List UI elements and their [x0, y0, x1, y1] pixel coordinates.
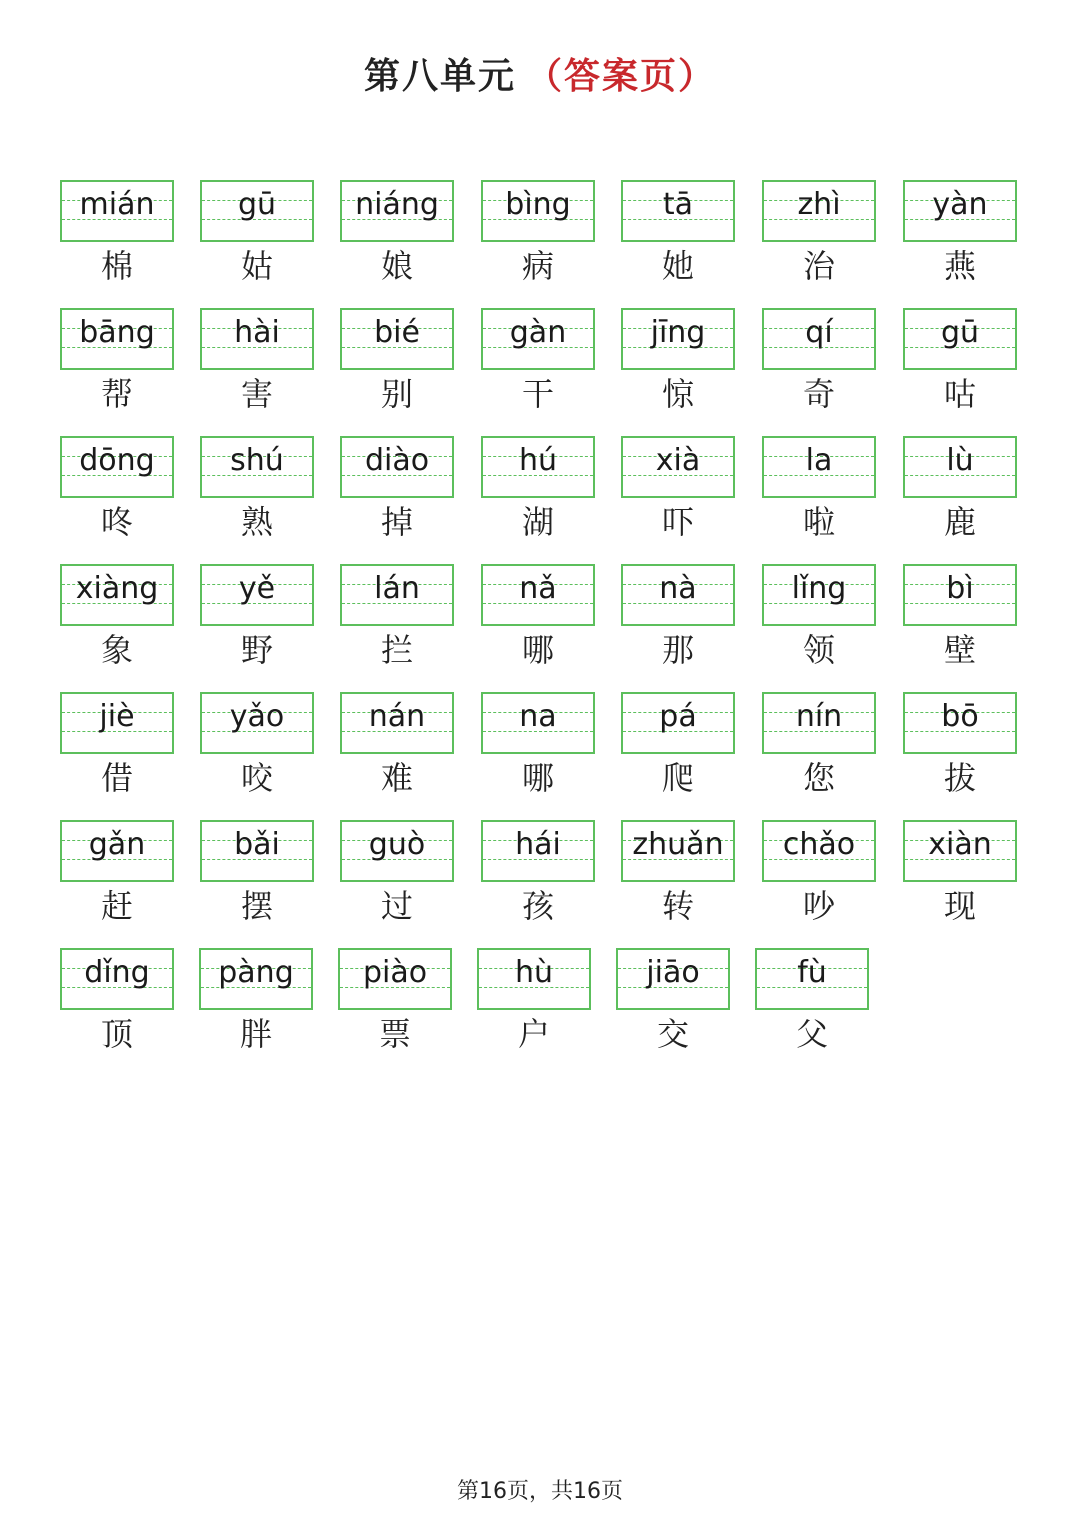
word-cell — [477, 948, 591, 1070]
pinyin-text: jīng — [650, 315, 706, 350]
hanzi-text: 奇 — [802, 375, 835, 413]
pinyin-box — [60, 692, 174, 754]
pinyin-text: chǎo — [782, 827, 856, 862]
hanzi-text: 拔 — [943, 759, 976, 797]
hanzi-text: 野 — [240, 631, 273, 669]
hanzi-text: 姑 — [240, 247, 273, 285]
hanzi-text: 鹿 — [943, 503, 976, 541]
hanzi-text: 啦 — [802, 503, 835, 541]
word-cell — [200, 564, 314, 686]
word-cell — [903, 564, 1017, 686]
word-cell — [903, 436, 1017, 558]
word-cell — [340, 180, 454, 302]
pinyin-text: shú — [230, 443, 284, 478]
word-cell — [340, 308, 454, 430]
pinyin-text: tā — [662, 187, 694, 222]
pinyin-box — [481, 436, 595, 498]
hanzi-text: 顶 — [100, 1015, 133, 1053]
pinyin-text: qí — [805, 315, 833, 350]
pinyin-text: xiàn — [928, 827, 992, 862]
pinyin-box — [903, 692, 1017, 754]
hanzi-text: 转 — [661, 887, 694, 925]
pinyin-box — [903, 436, 1017, 498]
pinyin-text: piào — [362, 955, 428, 990]
pinyin-box — [762, 564, 876, 626]
pinyin-box — [621, 308, 735, 370]
hanzi-text: 治 — [802, 247, 835, 285]
word-cell — [903, 180, 1017, 302]
pinyin-text: lù — [946, 443, 974, 478]
hanzi-text: 帮 — [100, 375, 133, 413]
pinyin-box — [340, 180, 454, 242]
pinyin-text: jiè — [99, 699, 135, 734]
pinyin-box — [762, 308, 876, 370]
pinyin-text: zhuǎn — [632, 827, 724, 862]
pinyin-text: hái — [515, 827, 561, 862]
pinyin-box — [340, 820, 454, 882]
pinyin-box — [481, 820, 595, 882]
hanzi-text: 票 — [378, 1015, 411, 1053]
word-cell — [621, 692, 735, 814]
pinyin-box — [621, 820, 735, 882]
pinyin-box — [340, 436, 454, 498]
pinyin-text: yǎo — [229, 699, 285, 734]
pinyin-box — [903, 180, 1017, 242]
pinyin-text: mián — [79, 187, 155, 222]
hanzi-text: 棉 — [100, 247, 133, 285]
pinyin-text: la — [805, 443, 833, 478]
pinyin-box — [481, 692, 595, 754]
pinyin-box — [903, 308, 1017, 370]
pinyin-box — [60, 308, 174, 370]
pinyin-text: pá — [659, 699, 697, 734]
word-cell — [762, 820, 876, 942]
pinyin-box — [762, 436, 876, 498]
word-cell — [903, 692, 1017, 814]
hanzi-text: 父 — [795, 1015, 828, 1053]
pinyin-box — [200, 436, 314, 498]
pinyin-text: zhì — [797, 187, 841, 222]
word-cell — [200, 308, 314, 430]
pinyin-text: nǎ — [519, 571, 557, 606]
hanzi-text: 象 — [100, 631, 133, 669]
hanzi-text: 赶 — [100, 887, 133, 925]
pinyin-text: bié — [374, 315, 420, 350]
word-cell — [481, 692, 595, 814]
word-cell — [621, 308, 735, 430]
pinyin-text: diào — [364, 443, 430, 478]
hanzi-text: 领 — [802, 631, 835, 669]
word-cell — [60, 948, 174, 1070]
word-cell — [60, 180, 174, 302]
pinyin-text: xià — [655, 443, 701, 478]
word-cell — [621, 180, 735, 302]
pinyin-text: niáng — [355, 187, 439, 222]
pinyin-box — [340, 692, 454, 754]
pinyin-box — [200, 820, 314, 882]
hanzi-text: 您 — [802, 759, 835, 797]
pinyin-text: gàn — [509, 315, 567, 350]
word-cell — [481, 180, 595, 302]
hanzi-text: 借 — [100, 759, 133, 797]
hanzi-text: 难 — [380, 759, 413, 797]
hanzi-text: 娘 — [380, 247, 413, 285]
pinyin-box — [60, 180, 174, 242]
pinyin-box — [200, 180, 314, 242]
pinyin-text: bìng — [505, 187, 571, 222]
page-footer: 第16页，共16页 — [457, 1479, 623, 1504]
word-cell — [762, 308, 876, 430]
pinyin-text: dǐng — [84, 955, 150, 990]
pinyin-text: bǎi — [234, 827, 280, 862]
word-cell — [60, 564, 174, 686]
hanzi-text: 哪 — [521, 631, 554, 669]
pinyin-text: hú — [518, 443, 558, 478]
pinyin-box — [200, 564, 314, 626]
pinyin-box — [60, 436, 174, 498]
pinyin-box — [481, 308, 595, 370]
pinyin-box — [621, 692, 735, 754]
word-cell — [340, 820, 454, 942]
pinyin-box — [903, 564, 1017, 626]
pinyin-text: fù — [797, 955, 827, 990]
hanzi-text: 户 — [517, 1015, 550, 1053]
hanzi-text: 病 — [521, 247, 554, 285]
pinyin-text: dōng — [79, 443, 155, 478]
word-cell — [621, 436, 735, 558]
hanzi-text: 湖 — [521, 503, 554, 541]
pinyin-text: gū — [237, 187, 277, 222]
pinyin-box — [340, 564, 454, 626]
hanzi-text: 别 — [380, 375, 413, 413]
pinyin-box — [60, 948, 174, 1010]
word-cell — [762, 436, 876, 558]
pinyin-text: nín — [795, 699, 843, 734]
word-cell — [481, 436, 595, 558]
pinyin-text: nán — [368, 699, 426, 734]
pinyin-text: gǎn — [88, 827, 146, 862]
pinyin-box — [621, 564, 735, 626]
hanzi-text: 咚 — [100, 503, 133, 541]
hanzi-text: 咕 — [943, 375, 976, 413]
word-cell — [621, 564, 735, 686]
hanzi-text: 壁 — [943, 631, 976, 669]
pinyin-box — [60, 820, 174, 882]
pinyin-text: bāng — [79, 315, 155, 350]
hanzi-text: 掉 — [380, 503, 413, 541]
pinyin-box — [200, 308, 314, 370]
pinyin-box — [60, 564, 174, 626]
word-cell — [903, 820, 1017, 942]
pinyin-text: guò — [368, 827, 426, 862]
pinyin-box — [903, 820, 1017, 882]
word-cell — [755, 948, 869, 1070]
hanzi-text: 咬 — [240, 759, 273, 797]
pinyin-box — [762, 180, 876, 242]
word-cell — [340, 564, 454, 686]
pinyin-text: hù — [514, 955, 554, 990]
hanzi-text: 爬 — [661, 759, 694, 797]
pinyin-box — [755, 948, 869, 1010]
pinyin-box — [340, 308, 454, 370]
hanzi-text: 燕 — [943, 247, 976, 285]
hanzi-text: 熟 — [240, 503, 273, 541]
word-cell — [200, 436, 314, 558]
pinyin-text: gū — [940, 315, 980, 350]
hanzi-text: 那 — [661, 631, 694, 669]
pinyin-text: lán — [374, 571, 420, 606]
word-cell — [481, 564, 595, 686]
word-cell — [200, 820, 314, 942]
pinyin-box — [481, 180, 595, 242]
pinyin-text: nà — [659, 571, 697, 606]
pinyin-box — [481, 564, 595, 626]
pinyin-box — [199, 948, 313, 1010]
word-cell — [200, 180, 314, 302]
word-cell — [60, 436, 174, 558]
word-cell — [762, 692, 876, 814]
hanzi-text: 她 — [661, 247, 694, 285]
word-cell — [60, 820, 174, 942]
hanzi-text: 干 — [521, 375, 554, 413]
hanzi-text: 胖 — [239, 1015, 272, 1053]
pinyin-text: jiāo — [646, 955, 700, 990]
pinyin-box — [762, 692, 876, 754]
word-cell — [481, 308, 595, 430]
hanzi-text: 害 — [240, 375, 273, 413]
pinyin-box — [621, 436, 735, 498]
hanzi-text: 吵 — [802, 887, 835, 925]
word-cell — [199, 948, 313, 1070]
hanzi-text: 孩 — [521, 887, 554, 925]
hanzi-text: 哪 — [521, 759, 554, 797]
hanzi-text: 现 — [943, 887, 976, 925]
hanzi-text: 吓 — [661, 503, 694, 541]
word-cell — [60, 692, 174, 814]
pinyin-text: bì — [946, 571, 974, 606]
hanzi-text: 过 — [380, 887, 413, 925]
pinyin-box — [338, 948, 452, 1010]
pinyin-box — [477, 948, 591, 1010]
word-cell — [338, 948, 452, 1070]
word-cell — [481, 820, 595, 942]
word-cell — [762, 564, 876, 686]
pinyin-text: xiàng — [75, 571, 159, 606]
title-sub: （答案页） — [526, 55, 717, 97]
hanzi-text: 惊 — [661, 375, 694, 413]
word-cell — [60, 308, 174, 430]
pinyin-text: hài — [234, 315, 280, 350]
pinyin-box — [200, 692, 314, 754]
hanzi-text: 拦 — [380, 631, 413, 669]
word-cell — [616, 948, 730, 1070]
word-cell — [340, 436, 454, 558]
title-main: 第八单元 — [363, 55, 516, 97]
hanzi-text: 摆 — [240, 887, 273, 925]
pinyin-text: bō — [941, 699, 979, 734]
pinyin-text: yàn — [932, 187, 988, 222]
pinyin-text: pàng — [218, 955, 294, 990]
word-cell — [621, 820, 735, 942]
pinyin-box — [762, 820, 876, 882]
pinyin-text: na — [519, 699, 557, 734]
hanzi-text: 交 — [656, 1015, 689, 1053]
pinyin-box — [621, 180, 735, 242]
word-cell — [340, 692, 454, 814]
pinyin-text: yě — [238, 571, 276, 606]
pinyin-text: lǐng — [791, 571, 847, 606]
word-cell — [200, 692, 314, 814]
word-cell — [903, 308, 1017, 430]
word-cell — [762, 180, 876, 302]
pinyin-box — [616, 948, 730, 1010]
